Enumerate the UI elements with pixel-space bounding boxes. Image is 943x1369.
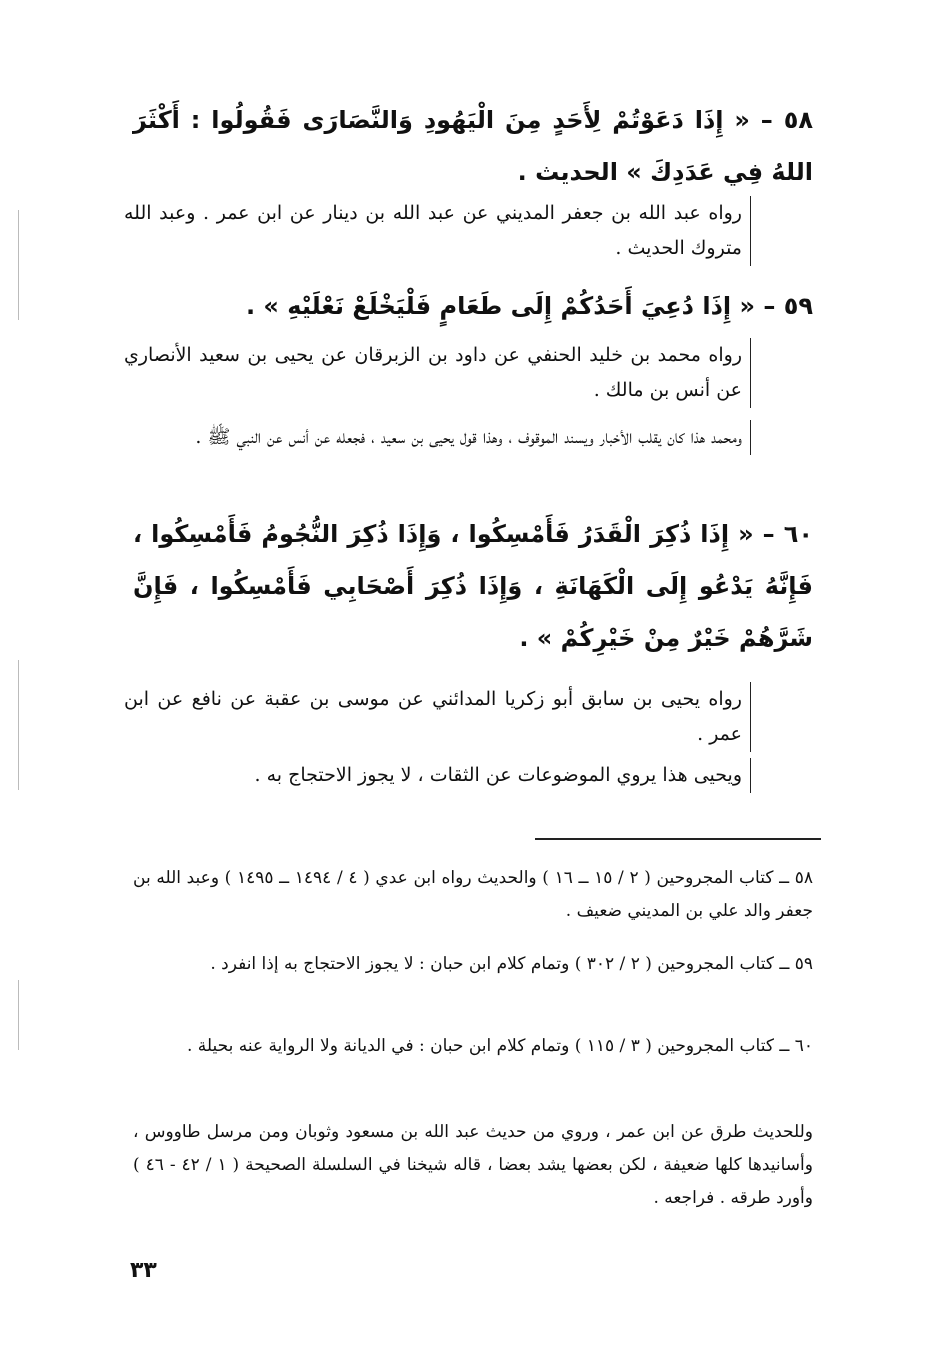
footnote-additional: وللحديث طرق عن ابن عمر ، وروي من حديث عبد الله بن مسعود وثوبان ومن مرسل طاووس ، وأسانيدها كلها ضعيفة ، لكن بعضها يشد بعضا ، قاله شيخنا في السلسلة الصحيحة ( ١ / ٤٢ - ٤٦ ) وأورد طرقه . فراجعه . [133, 1122, 813, 1208]
margin-line [18, 660, 19, 790]
note-60-narration: رواه يحيى بن سابق أبو زكريا المدائني عن موسى بن عقبة عن نافع عن ابن عمر . [124, 682, 751, 752]
note-60-comment: ويحيى هذا يروي الموضوعات عن الثقات ، لا يجوز الاحتجاج به . [124, 758, 751, 793]
footnote-59: ٥٩ ــ كتاب المجروحين ( ٢ / ٣٠٢ ) وتمام كلام ابن حبان : لا يجوز الاحتجاج به إذا انفرد . [210, 954, 813, 974]
hadith-59: ٥٩ – « إِذَا دُعِيَ أَحَدُكُمْ إِلَى طَعَامٍ فَلْيَخْلَعْ نَعْلَيْهِ » . [245, 292, 813, 320]
hadith-58: ٥٨ – « إِذَا دَعَوْتُمْ لِأَحَدٍ مِنَ الْيَهُودِ وَالنَّصَارَى فَقُولُوا : أَكْثَرَ اللهُ فِي عَدَدِكَ » الحديث . [133, 106, 813, 186]
note-58: رواه عبد الله بن جعفر المديني عن عبد الله بن دينار عن ابن عمر . وعبد الله متروك الحديث . [124, 196, 751, 266]
footnote-58: ٥٨ ــ كتاب المجروحين ( ٢ / ١٥ ــ ١٦ ) والحديث رواه ابن عدي ( ٤ / ١٤٩٤ ــ ١٤٩٥ ) وعبد الله بن جعفر والد علي بن المديني ضعيف . [133, 868, 813, 921]
page-number: ٣٣ [130, 1258, 157, 1283]
hadith-60: ٦٠ – « إِذَا ذُكِرَ الْقَدَرُ فَأَمْسِكُوا ، وَإِذَا ذُكِرَ النُّجُومُ فَأَمْسِكُوا ، فَإِنَّهُ يَدْعُو إِلَى الْكَهَانَةِ ، وَإِذَا ذُكِرَ أَصْحَابِي فَأَمْسِكُوا ، فَإِنَّ شَرَّهُمْ خَيْرٌ مِنْ خَيْرِكُمْ » . [133, 520, 813, 652]
note-59-comment: ومحمد هذا كان يقلب الأخبار ويسند الموقوف ، وهذا قول يحيى بن سعيد ، فجعله عن أنس عن النبي ﷺ . [124, 420, 751, 455]
footnote-60: ٦٠ ــ كتاب المجروحين ( ٣ / ١١٥ ) وتمام كلام ابن حبان : في الديانة ولا الرواية عنه بحيلة . [186, 1036, 813, 1056]
margin-line [18, 980, 19, 1050]
margin-line [18, 210, 19, 320]
note-59-narration: رواه محمد بن خليد الحنفي عن داود بن الزبرقان عن يحيى بن سعيد الأنصاري عن أنس بن مالك . [124, 338, 751, 408]
footnote-separator [535, 838, 821, 840]
